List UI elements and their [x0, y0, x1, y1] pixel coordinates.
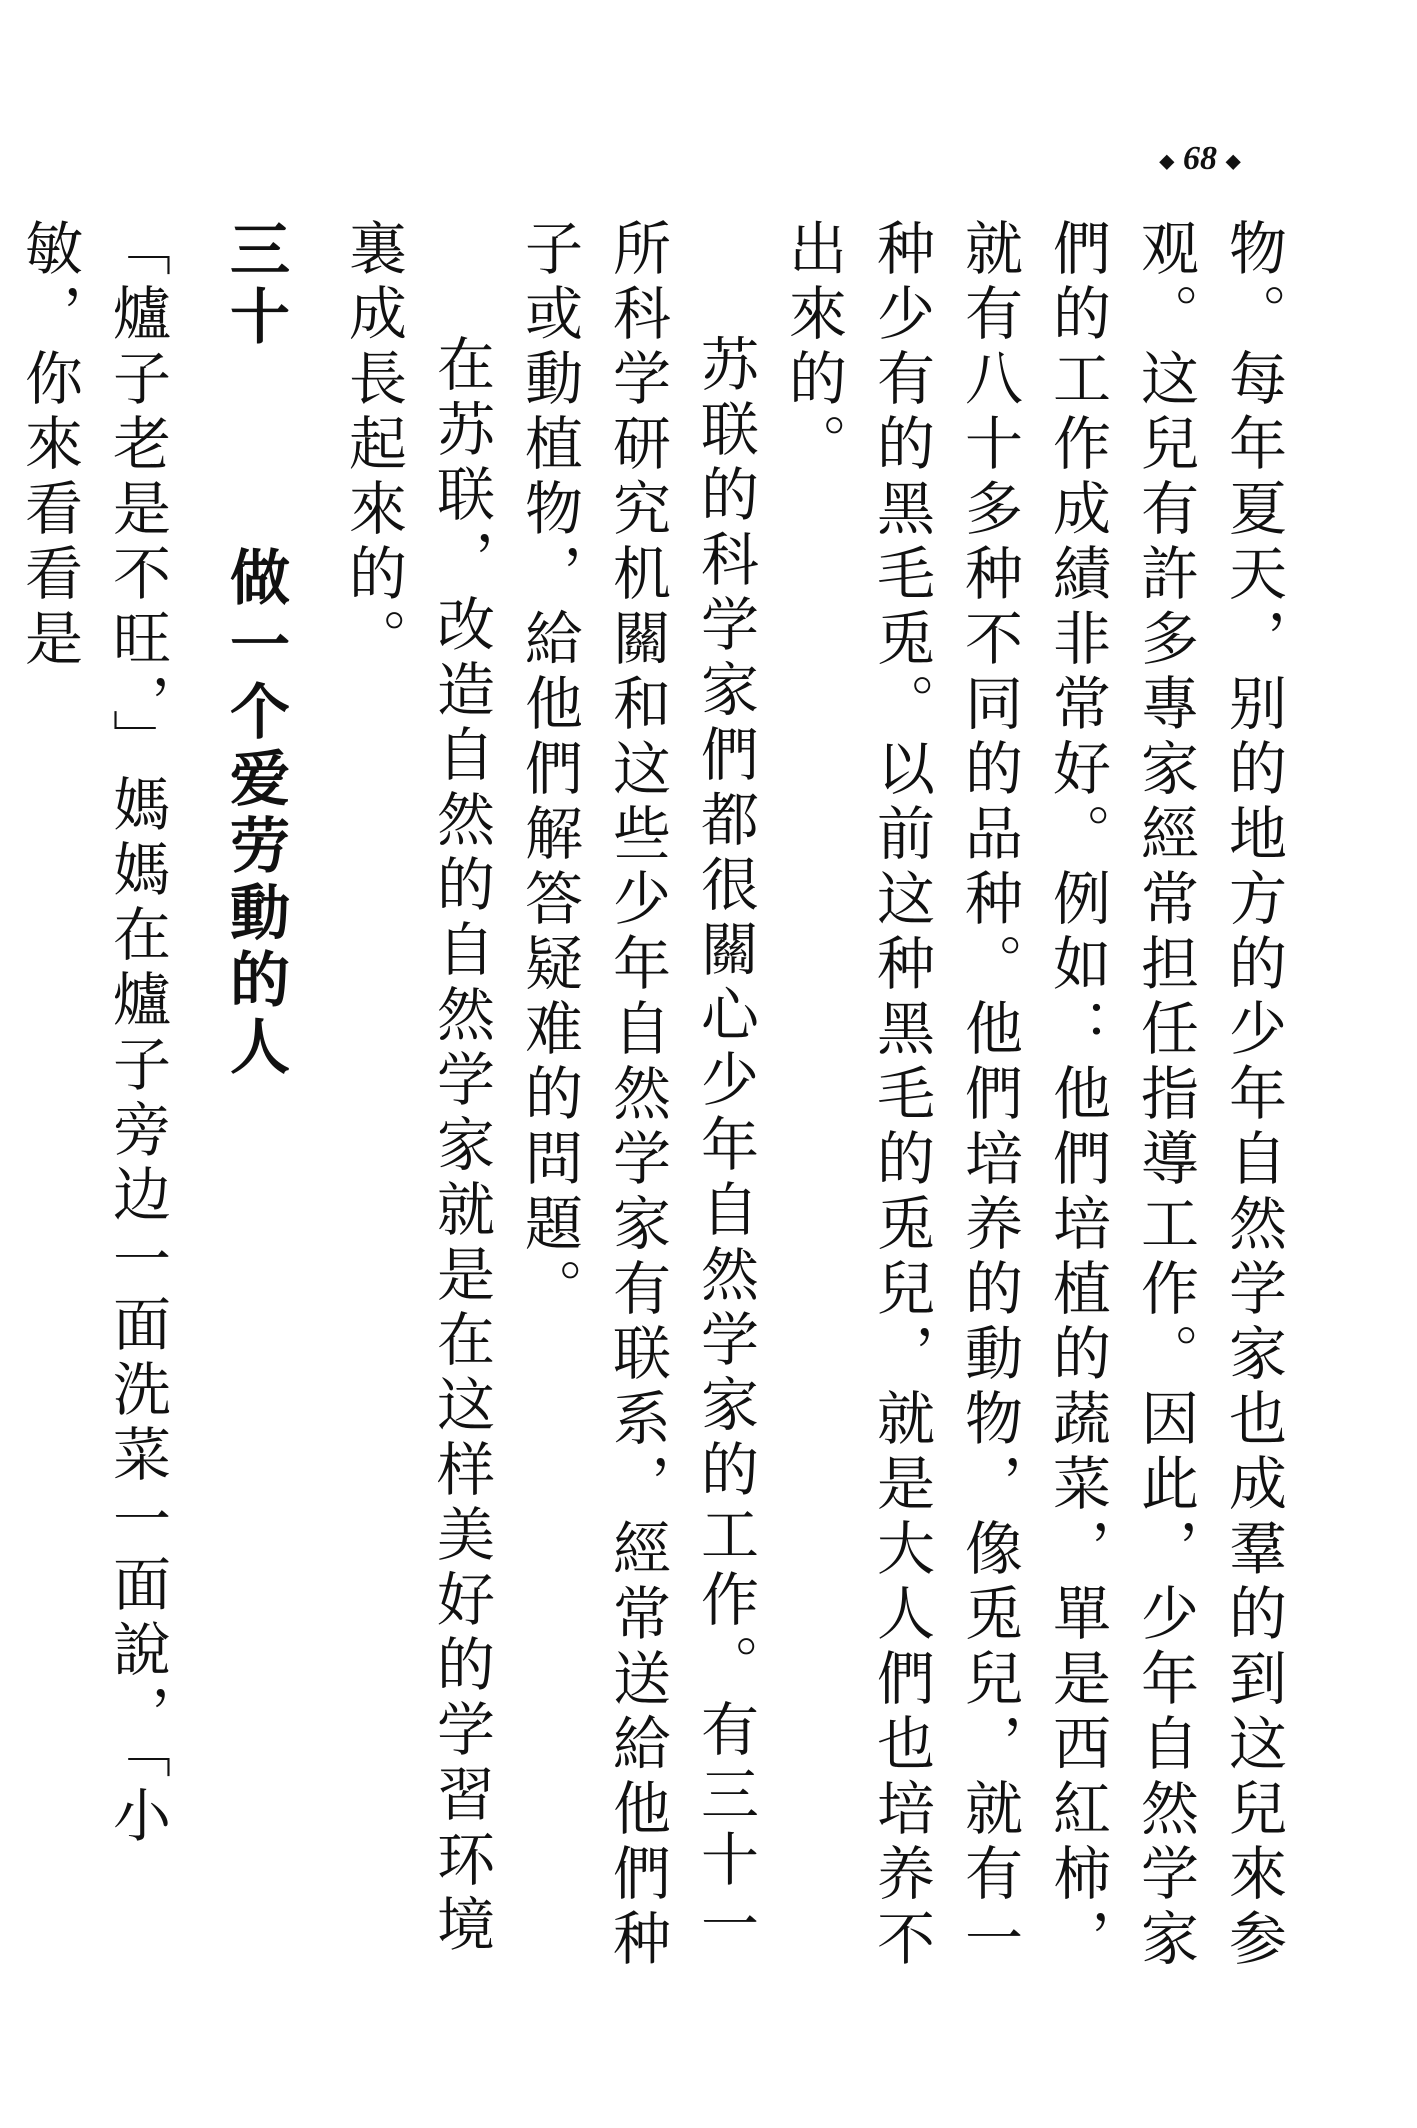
- paragraph-stove: 「爐子老是不旺，」媽媽在爐子旁边一面洗菜一面說，「小敏，你來看看是: [15, 218, 171, 1850]
- chapter-heading: [211, 218, 299, 1978]
- page-number: [1140, 140, 1260, 178]
- chapter-number: 三十: [220, 218, 290, 352]
- page-number-bullet-right: ◆: [1225, 150, 1241, 173]
- paragraph-environment: 在苏联，改造自然的自然学家就是在这样美好的学習环境裏成長起來的。: [339, 218, 495, 1959]
- chapter-title: 做一个爱劳動的人: [220, 546, 290, 1082]
- vertical-text-body: [15, 218, 1297, 1978]
- page-number-value: 68: [1183, 140, 1217, 177]
- page-number-bullet-left: ◆: [1159, 150, 1175, 173]
- paragraph-scientists: 苏联的科学家們都很關心少年自然学家的工作。有三十一所科学研究机關和这些少年自然学家有联系，經常送給他們种子或動植物，給他們解答疑难的問題。: [515, 218, 759, 1973]
- paragraph-continued: 物。每年夏天，别的地方的少年自然学家也成羣的到这兒來参观。这兒有許多專家經常担任指導工作。因此，少年自然学家們的工作成績非常好。例如：他們培植的蔬菜，單是西紅柿，就有八十多种不同的品种。他們培养的動物，像兎兒，就有一种少有的黑毛兎。以前这种黑毛的兎兒，就是大人們也培养不出來的。: [779, 218, 1287, 1973]
